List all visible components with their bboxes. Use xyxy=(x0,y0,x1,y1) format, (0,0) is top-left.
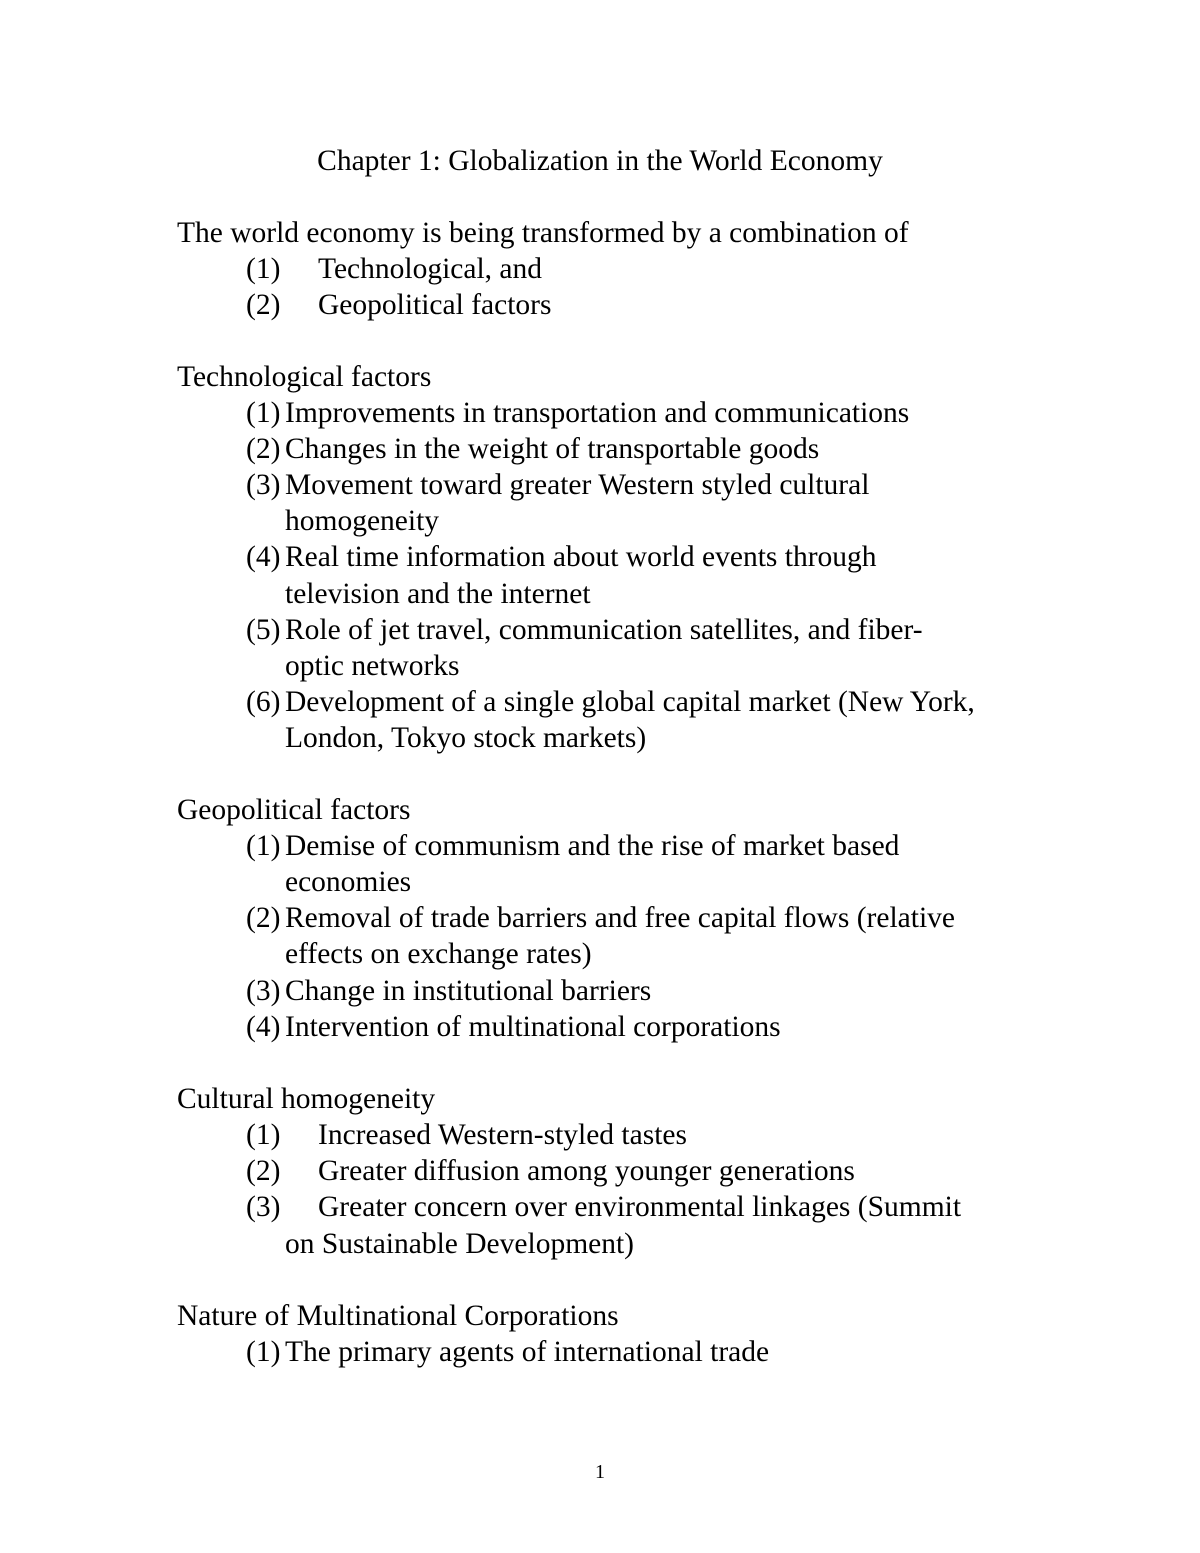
page-number: 1 xyxy=(595,1461,605,1483)
list-item-text: Intervention of multinational corporations xyxy=(285,1011,781,1043)
list-item-text-continuation: television and the internet xyxy=(285,578,591,610)
list-item-text: Demise of communism and the rise of market based xyxy=(285,830,900,862)
list-item-number: (3) xyxy=(246,469,281,501)
list-item-text: Development of a single global capital market (New York, xyxy=(285,686,975,718)
list-item-text-continuation: on Sustainable Development) xyxy=(285,1228,635,1260)
list-item-text: Removal of trade barriers and free capital flows (relative xyxy=(285,902,955,934)
list-item-number: (5) xyxy=(246,614,281,646)
intro-item-text: Technological, and xyxy=(318,253,543,285)
section-heading-cultural: Cultural homogeneity xyxy=(177,1083,436,1115)
list-item-number: (3) xyxy=(246,975,281,1007)
list-item-text: Changes in the weight of transportable goods xyxy=(285,433,820,465)
list-item-number: (2) xyxy=(246,902,281,934)
list-item-text-continuation: London, Tokyo stock markets) xyxy=(285,722,647,754)
section-heading-technological: Technological factors xyxy=(177,361,432,393)
list-item-text: Movement toward greater Western styled cultural xyxy=(285,469,870,501)
list-item-text-continuation: effects on exchange rates) xyxy=(285,938,592,970)
intro-item-text: Geopolitical factors xyxy=(318,289,552,321)
list-item-number: (4) xyxy=(246,1011,281,1043)
list-item-number: (2) xyxy=(246,433,281,465)
list-item-number: (2) xyxy=(246,1155,281,1187)
list-item-text: Real time information about world events through xyxy=(285,541,877,573)
list-item-number: (1) xyxy=(246,1119,281,1151)
list-item-number: (3) xyxy=(246,1191,281,1223)
list-item-number: (6) xyxy=(246,686,281,718)
list-item-text: Role of jet travel, communication satellites, and fiber- xyxy=(285,614,923,646)
list-item-text-continuation: optic networks xyxy=(285,650,460,682)
intro-text: The world economy is being transformed by a combination of xyxy=(177,217,909,249)
list-item-text-continuation: homogeneity xyxy=(285,505,440,537)
list-item-number: (1) xyxy=(246,830,281,862)
list-item-text: Greater concern over environmental linkages (Summit xyxy=(318,1191,962,1223)
section-heading-geopolitical: Geopolitical factors xyxy=(177,794,411,826)
list-item-text: The primary agents of international trade xyxy=(285,1336,770,1368)
list-item-text-continuation: economies xyxy=(285,866,412,898)
list-item-number: (1) xyxy=(246,397,281,429)
intro-item-number: (2) xyxy=(246,289,281,321)
section-heading-multinational: Nature of Multinational Corporations xyxy=(177,1300,619,1332)
list-item-number: (4) xyxy=(246,541,281,573)
list-item-number: (1) xyxy=(246,1336,281,1368)
list-item-text: Greater diffusion among younger generations xyxy=(318,1155,855,1187)
list-item-text: Improvements in transportation and communications xyxy=(285,397,910,429)
list-item-text: Change in institutional barriers xyxy=(285,975,652,1007)
intro-item-number: (1) xyxy=(246,253,281,285)
page-title: Chapter 1: Globalization in the World Economy xyxy=(317,145,883,177)
list-item-text: Increased Western-styled tastes xyxy=(318,1119,687,1151)
